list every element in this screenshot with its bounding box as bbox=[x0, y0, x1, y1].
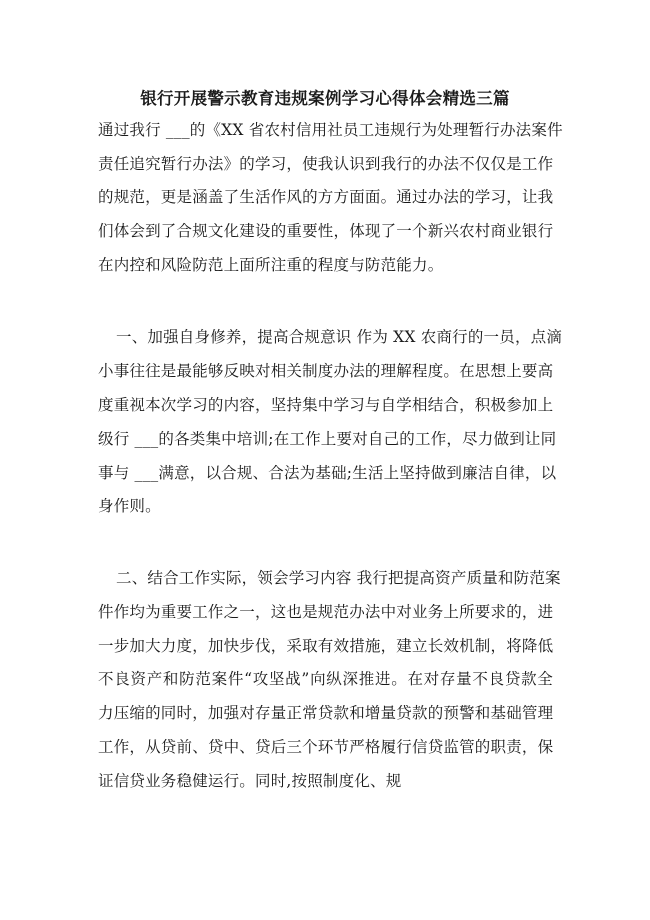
paragraph-3-line-7: 证信贷业务稳健运行。同时,按照制度化、规 bbox=[98, 772, 402, 790]
paragraph-2-line-4: 级行 ___的各类集中培训;在工作上要对自己的工作，尽力做到让同 bbox=[98, 430, 557, 448]
paragraph-3-line-4: 不良资产和防范案件“攻坚战”向纵深推进。在对存量不良贷款全 bbox=[98, 670, 553, 688]
paragraph-1-line-1: 通过我行 ___的《XX 省农村信用社员工违规行为处理暂行办法案件 bbox=[98, 121, 563, 139]
paragraph-3-line-3: 一步加大力度，加快步伐，采取有效措施，建立长效机制，将降低 bbox=[98, 637, 554, 655]
paragraph-3-line-2: 件作均为重要工作之一，这也是规范办法中对业务上所要求的，进 bbox=[98, 603, 554, 621]
document-title: 银行开展警示教育违规案例学习心得体会精选三篇 bbox=[140, 89, 510, 108]
paragraph-3-line-5: 力压缩的同时，加强对存量正常贷款和增量贷款的预警和基础管理 bbox=[98, 704, 554, 722]
paragraph-1-line-2: 责任追究暂行办法》的学习，使我认识到我行的办法不仅仅是工作 bbox=[98, 155, 554, 173]
paragraph-2-line-1: 一、加强自身修养，提高合规意识 作为 XX 农商行的一员，点滴 bbox=[116, 328, 563, 346]
paragraph-2-line-5: 事与 ___满意，以合规、合法为基础;生活上坚持做到廉洁自律，以 bbox=[98, 464, 557, 482]
paragraph-2-line-2: 小事往往是最能够反映对相关制度办法的理解程度。在思想上要高 bbox=[98, 362, 554, 380]
paragraph-3-line-1: 二、结合工作实际，领会学习内容 我行把提高资产质量和防范案 bbox=[116, 569, 561, 587]
paragraph-1-line-5: 在内控和风险防范上面所注重的程度与防范能力。 bbox=[98, 256, 444, 274]
paragraph-2-line-6: 身作则。 bbox=[98, 497, 161, 515]
paragraph-1-line-3: 的规范，更是涵盖了生活作风的方方面面。通过办法的学习，让我 bbox=[98, 188, 554, 206]
paragraph-3-line-6: 工作，从贷前、贷中、贷后三个环节严格履行信贷监管的职责，保 bbox=[98, 738, 554, 756]
paragraph-1-line-4: 们体会到了合规文化建设的重要性，体现了一个新兴农村商业银行 bbox=[98, 222, 554, 240]
paragraph-2-line-3: 度重视本次学习的内容，坚持集中学习与自学相结合，积极参加上 bbox=[98, 396, 554, 414]
